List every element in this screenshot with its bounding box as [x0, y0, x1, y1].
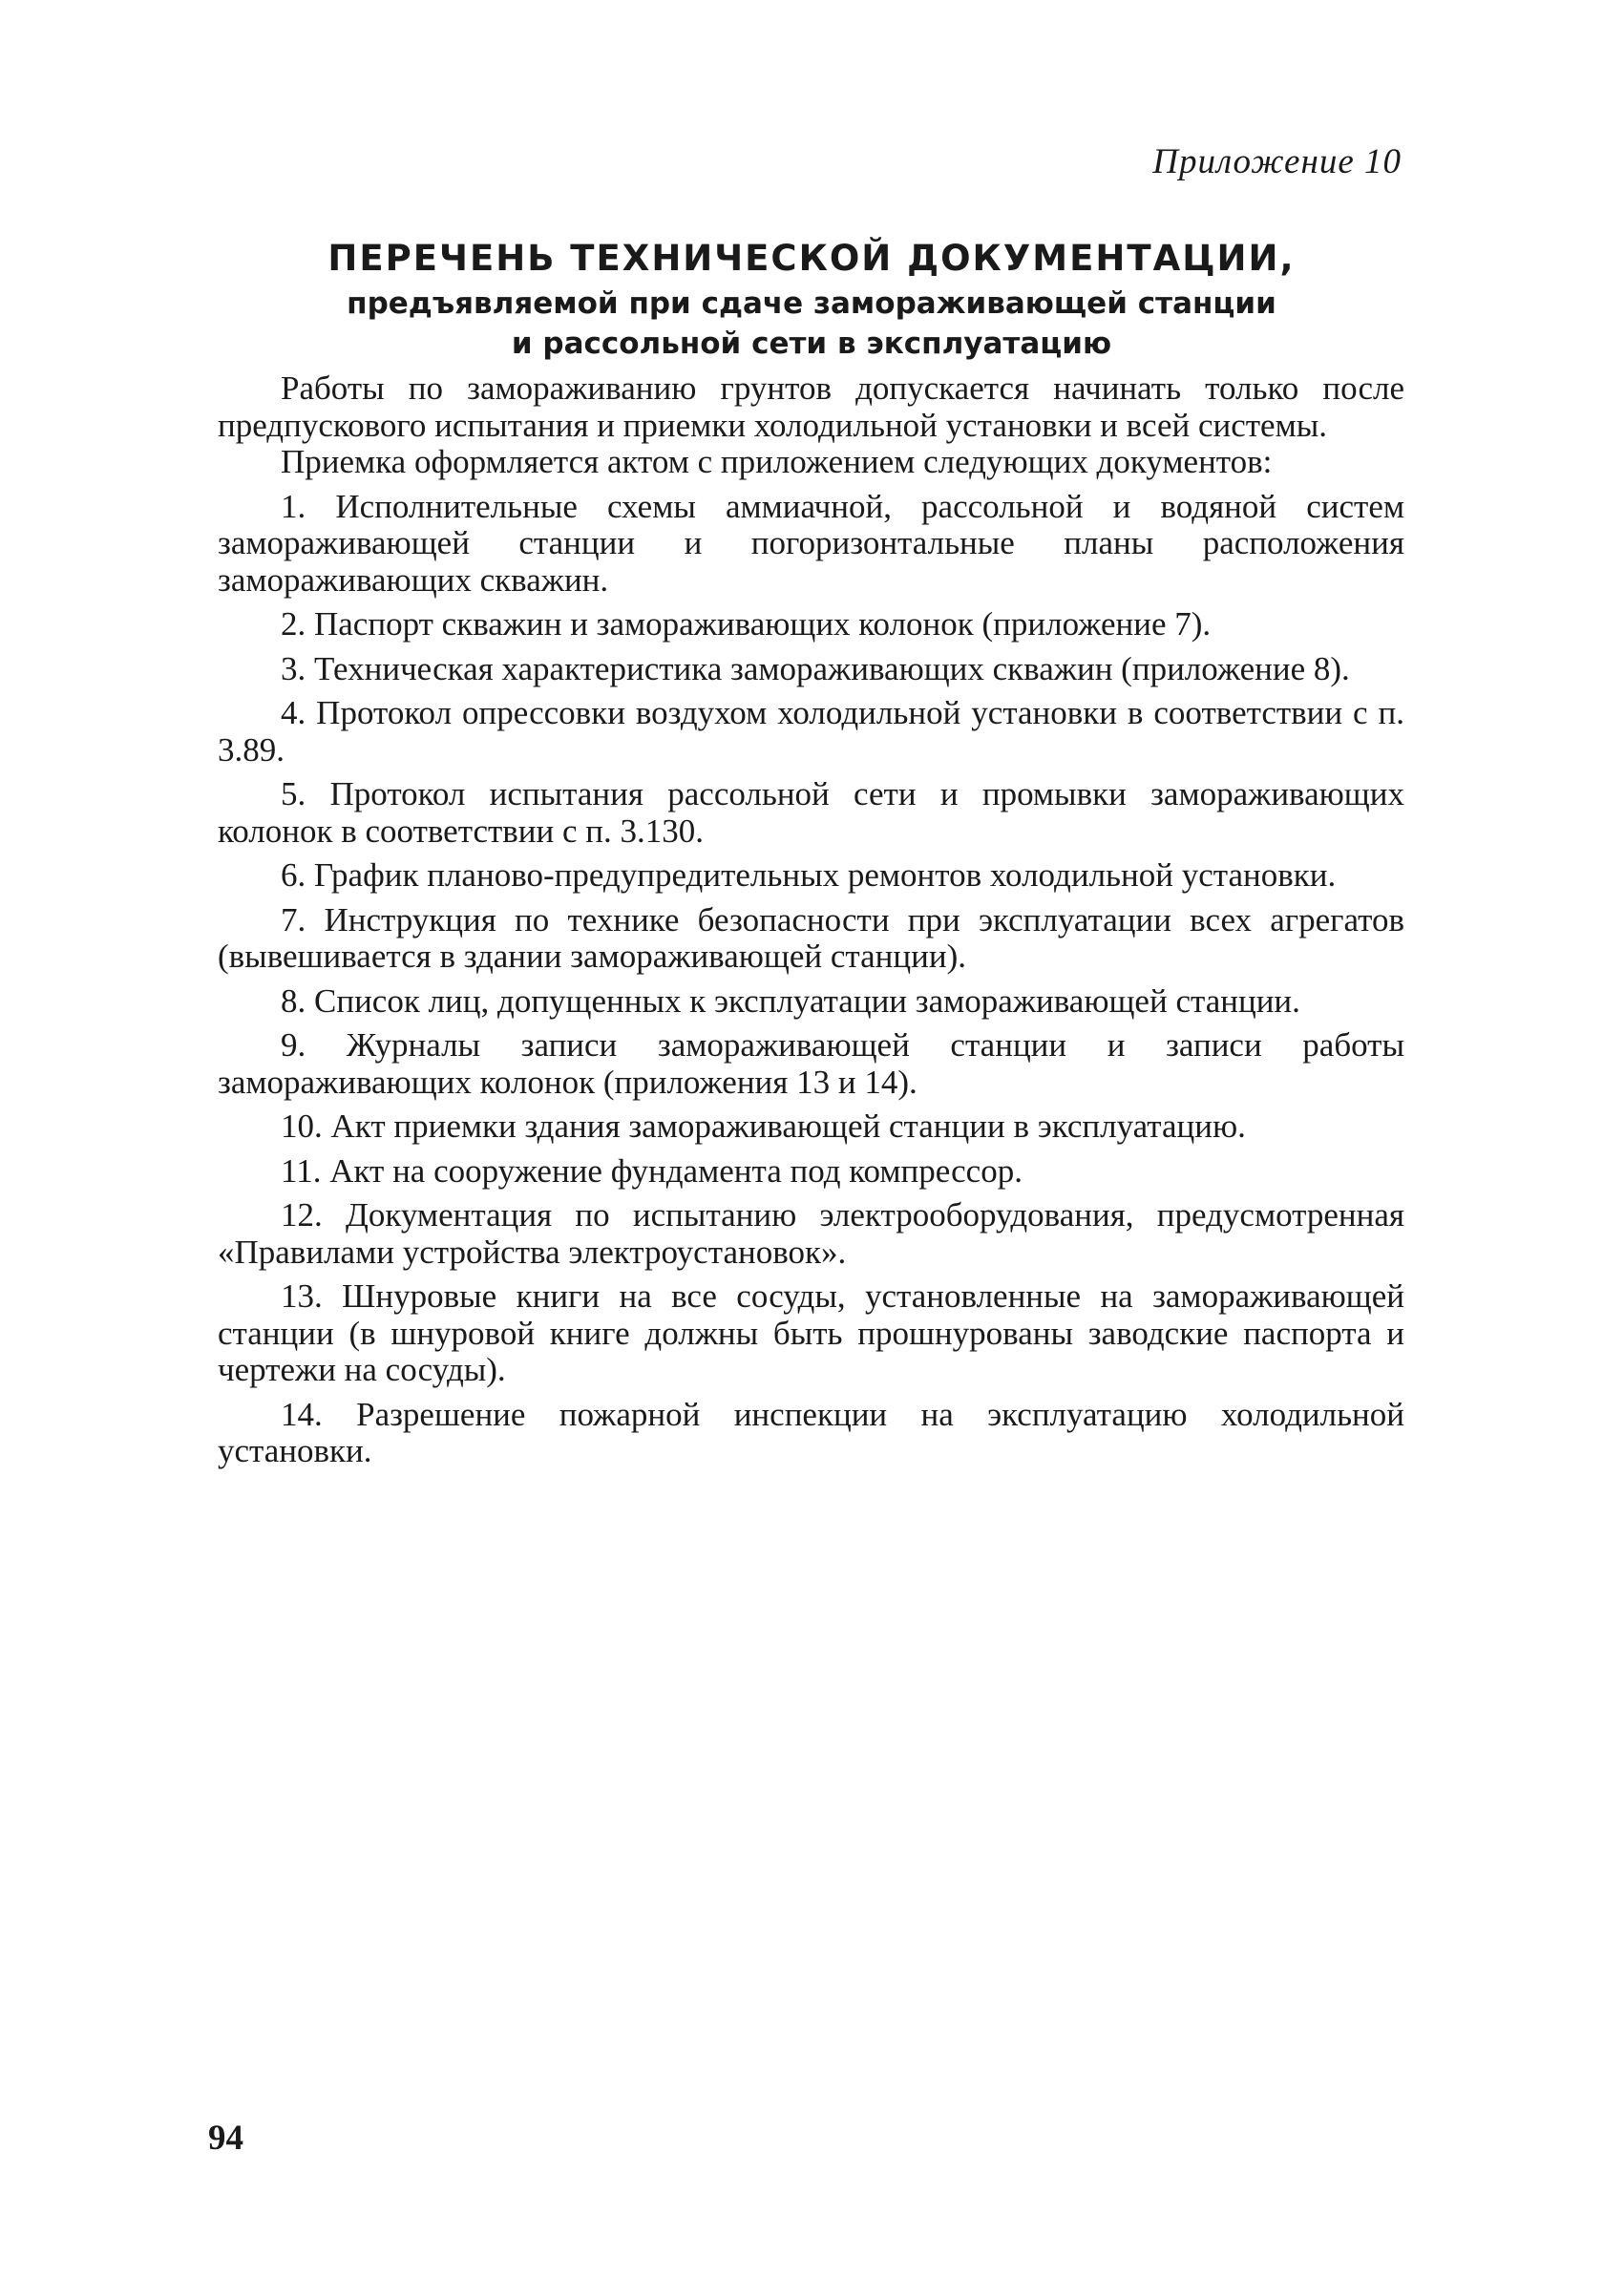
list-item: 2. Паспорт скважин и замораживающих колонок (приложение 7). — [281, 605, 1212, 643]
list-item: 4. Протокол опрессовки воздухом холодильной установки в соответствии с п. 3.89. — [218, 694, 1404, 769]
list-item: 14. Разрешение пожарной инспекции на эксплуатацию холодильной установки. — [218, 1395, 1404, 1469]
list-item: 9. Журналы записи замораживающей станции и записи работы замораживающих колонок (приложения 13 и 14). — [218, 1026, 1404, 1101]
document-title — [220, 235, 1403, 363]
list-item: 12. Документация по испытанию электрооборудования, предусмотренная «Правилами устройства электроустановок». — [218, 1196, 1404, 1271]
intro-paragraph: Работы по замораживанию грунтов допускается начинать только после предпускового испытания и приемки холодильной установки и всей системы. — [218, 369, 1404, 444]
list-item: 11. Акт на сооружение фундамента под компрессор. — [281, 1151, 1023, 1190]
list-item: 1. Исполнительные схемы аммиачной, рассольной и водяной систем замораживающей станции и погоризонтальные планы расположения замораживающих скважин. — [218, 487, 1404, 599]
list-item: 13. Шнуровые книги на все сосуды, установленные на замораживающей станции (в шнуровой книге должны быть прошнурованы заводские паспорта и чертежи на сосуды). — [218, 1277, 1404, 1388]
list-item: 6. График планово-предупредительных ремонтов холодильной установки. — [281, 856, 1337, 894]
list-item: 3. Техническая характеристика замораживающих скважин (приложение 8). — [281, 649, 1350, 687]
list-item: 5. Протокол испытания рассольной сети и промывки замораживающих колонок в соответствии с п. 3.130. — [218, 775, 1404, 850]
title-subtitle-line-1: предъявляемой при сдаче замораживающей станции — [347, 286, 1276, 321]
page-number: 94 — [208, 2119, 243, 2158]
title-main: ПЕРЕЧЕНЬ ТЕХНИЧЕСКОЙ ДОКУМЕНТАЦИИ, — [327, 238, 1296, 279]
list-item: 7. Инструкция по технике безопасности при эксплуатации всех агрегатов (вывешивается в здании замораживающей станции). — [218, 900, 1404, 975]
title-subtitle-line-2: и рассольной сети в эксплуатацию — [511, 327, 1112, 361]
intro-paragraph: Приемка оформляется актом с приложением следующих документов: — [281, 443, 1273, 480]
document-body — [218, 370, 1404, 1470]
list-item: 10. Акт приемки здания замораживающей станции в эксплуатацию. — [281, 1107, 1246, 1145]
list-item: 8. Список лиц, допущенных к эксплуатации замораживающей станции. — [281, 981, 1300, 1020]
appendix-label: Приложение 10 — [1152, 142, 1402, 181]
